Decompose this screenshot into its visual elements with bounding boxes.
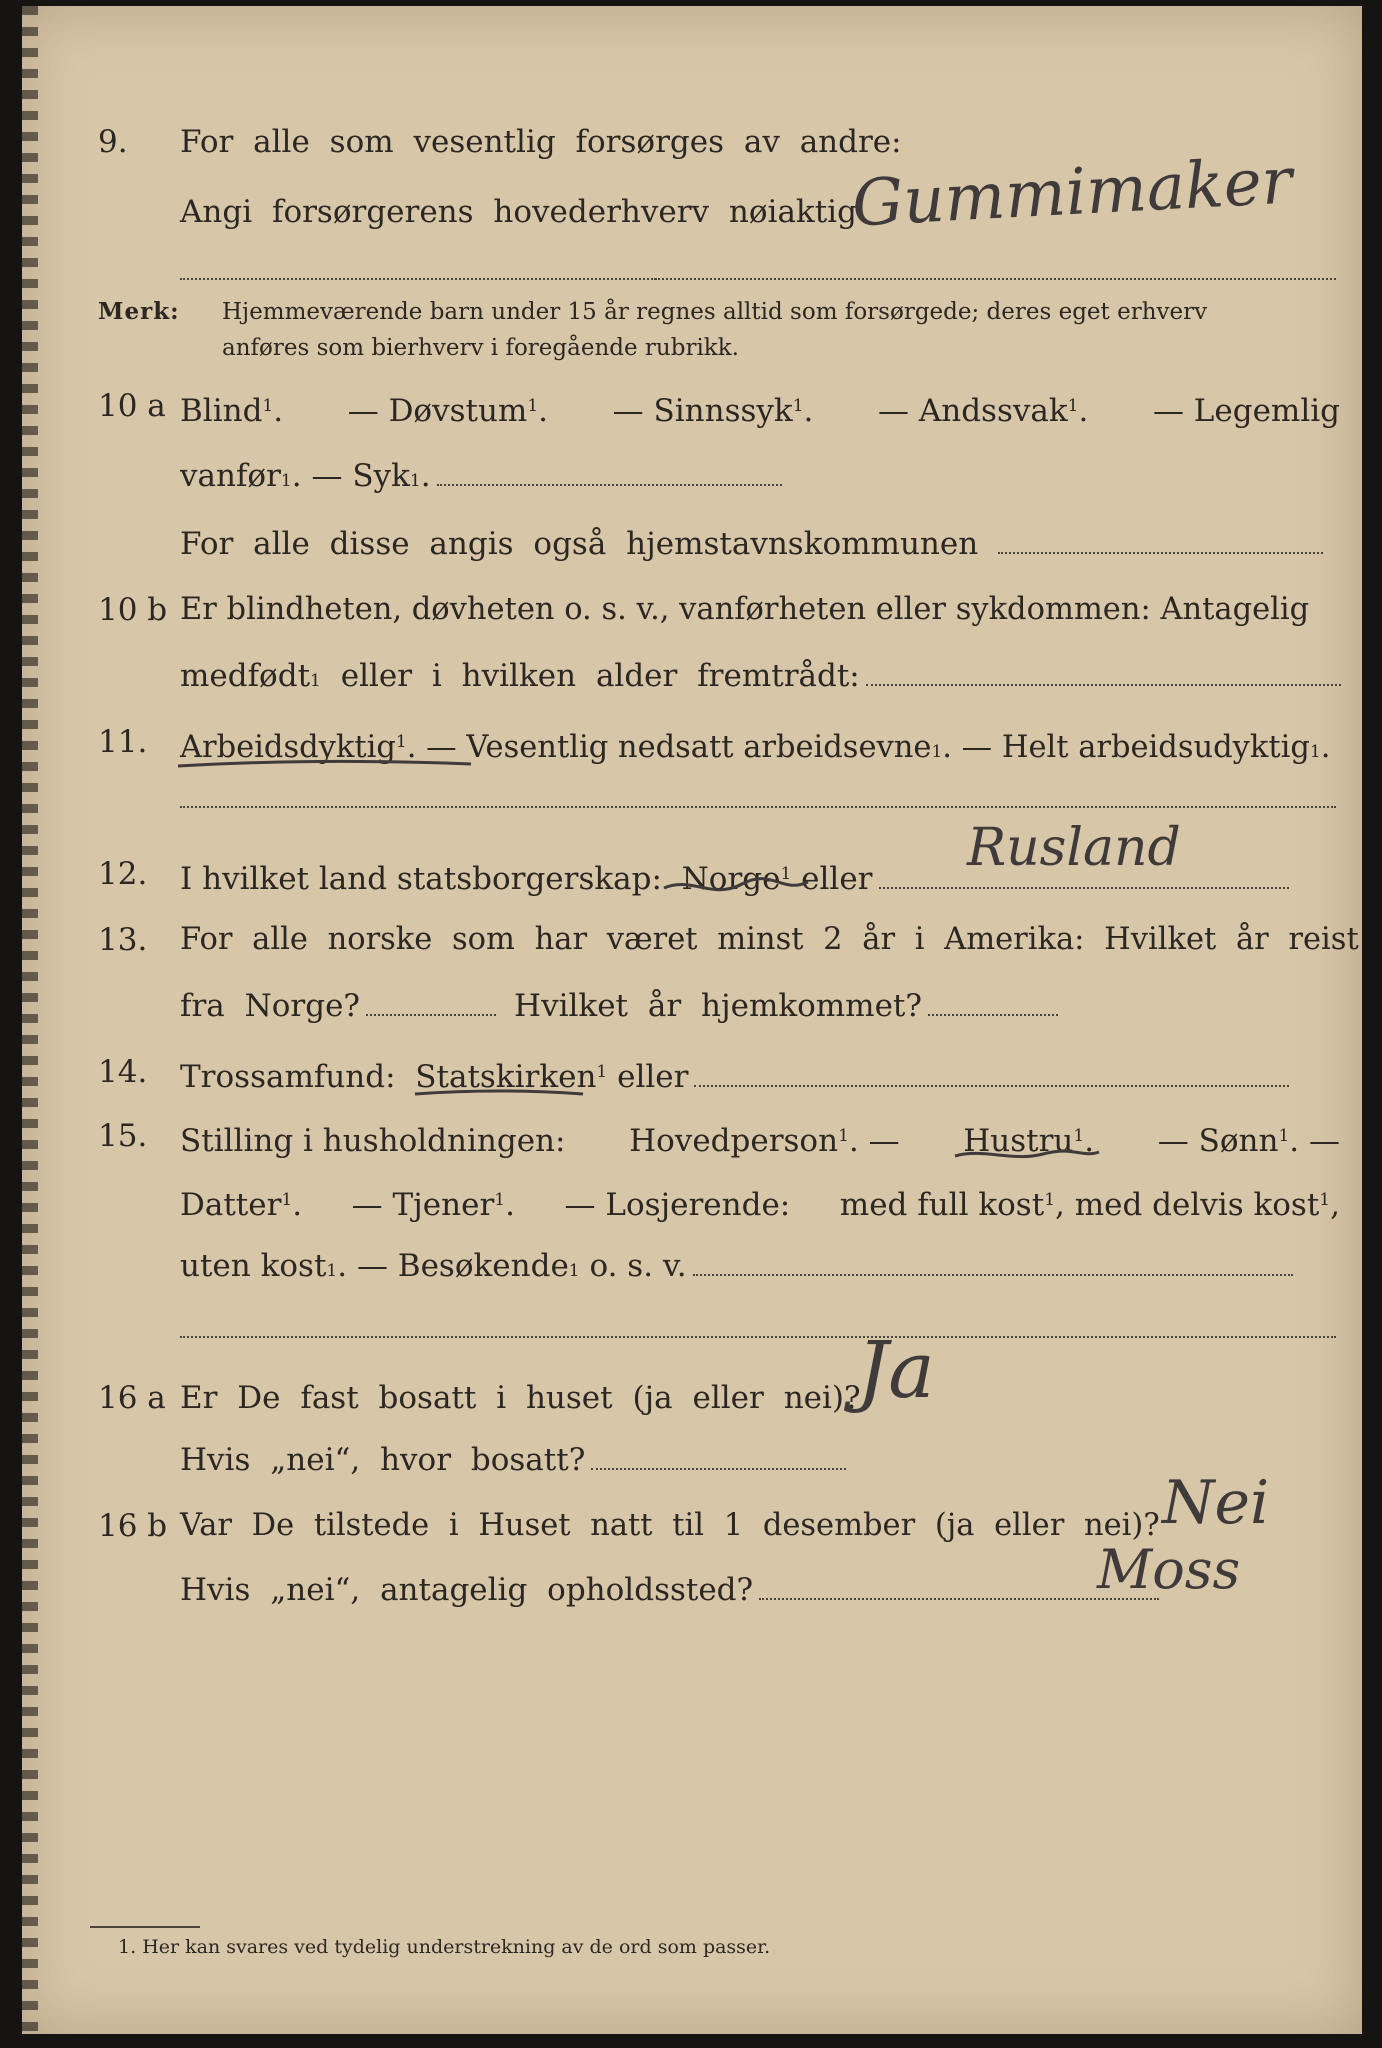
dotted-line [654,278,1336,280]
option-statskirken: Statskirken [415,1059,597,1095]
option-syk: — Syk [311,458,410,494]
question-text: Trossamfund: [180,1059,396,1095]
note-line1: Hjemmeværende barn under 15 år regnes alltid som forsørgede; deres eget erhverv [222,299,1208,325]
option-eller: eller [801,861,873,897]
option-dovstum: — Døvstum [347,393,528,429]
option-udyktig: — Helt arbeidsudyktig [961,730,1310,765]
question-number: 10 b [98,592,168,628]
question-text: Hvis „nei“, antagelig opholdssted? [180,1572,754,1608]
question-text: eller i hvilken alder fremtrådt: [340,658,860,694]
question-11: 11. Arbeidsdyktig$^1$. — Vesentlig nedsatt arbeidsevne 1 . — Helt arbeidsudyktig 1 . [22,712,1362,772]
option-andssvak: — Andssvak [878,393,1068,429]
dotted-line [928,1014,1058,1016]
question-number: 16 b [98,1508,168,1544]
option-hovedperson: Hovedperson [629,1123,839,1159]
question-number: 15. [98,1118,148,1154]
question-text: Er De fast bosatt i huset (ja eller nei)? [180,1380,861,1416]
option-uten-kost: uten kost [180,1248,327,1284]
question-text: Hvis „nei“, hvor bosatt? [180,1442,586,1478]
question-text: For alle som vesentlig forsørges av andre: [180,124,902,160]
dotted-line [693,1274,1293,1276]
question-text: o. s. v. [589,1248,687,1284]
dotted-line [437,484,782,486]
footnote-rule [90,1926,200,1928]
dotted-line [591,1468,846,1470]
option-tjener: — Tjener [351,1187,495,1223]
question-13-line1 [22,910,1362,970]
option-vanfor: vanfør [180,458,281,494]
handwritten-underline [176,756,476,772]
footnote [118,1936,770,1958]
handwritten-answer: Gummimaker [850,144,1294,242]
handwritten-answer: Ja [857,1326,935,1416]
question-number: 9. [98,124,128,160]
dotted-line [180,1336,1336,1338]
option-arbeidsdyktig: Arbeidsdyktig [180,730,396,765]
option-medfodt: medfødt [180,658,311,694]
option-eller: eller [617,1059,689,1095]
handwritten-answer: Rusland [967,818,1181,878]
handwritten-answer: Moss [1097,1538,1241,1601]
option-full-kost: med full kost [839,1187,1045,1223]
footnote-mark: 1. [118,1936,137,1958]
option-sinnssyk: — Sinnssyk [612,393,793,429]
footnote-text: Her kan svares ved tydelig understrekning av de ord som passer. [142,1936,771,1958]
dotted-line [180,806,1336,808]
question-number: 14. [98,1054,148,1090]
question-number: 11. [98,724,148,760]
question-text: Var De tilstede i Huset natt til 1 desember (ja eller nei)? [180,1508,1160,1543]
question-10b-line2: medfødt 1 eller i hvilken alder fremtrådt: [22,646,1362,706]
dotted-line [180,278,660,280]
handwritten-strike [662,874,812,902]
dotted-line [366,1014,496,1016]
option-besokende: — Besøkende [356,1248,569,1284]
option-sonn: Sønn [1198,1123,1279,1159]
dotted-line [694,1085,1289,1087]
question-text: Angi forsørgerens hovederhverv nøiaktig [180,194,857,230]
option-losjerende: — Losjerende: [564,1187,791,1223]
option-blind: Blind [180,393,263,429]
note-label: Merk: [98,298,180,325]
question-10a-line1: 10 a Blind$^1$. — Døvstum$^1$. — Sinnssyk$^1$. — Andssvak$^1$. — Legemlig [22,376,1362,436]
question-15-line3: uten kost 1 . — Besøkende 1 o. s. v. [22,1236,1362,1296]
question-16a-line1 [22,1368,1362,1428]
handwritten-answer: Nei [1162,1468,1270,1538]
question-16a-line2 [22,1430,1362,1490]
option-legemlig: — Legemlig [1152,393,1340,429]
question-text: Er blindheten, døvheten o. s. v., vanførheten eller sykdommen: Antagelig [180,592,1310,627]
census-form-page [22,6,1362,2034]
question-10b-line1 [22,580,1362,640]
question-number: 13. [98,922,148,958]
question-number: 12. [98,856,148,892]
question-text: Stilling i husholdningen: [180,1123,566,1159]
question-text: For alle norske som har været minst 2 år i Amerika: Hvilket år reist [180,922,1359,957]
question-13-line2 [22,976,1362,1036]
question-text: fra Norge? [180,988,361,1024]
question-text: I hvilket land statsborgerskap: [180,861,662,897]
question-text: Hvilket år hjemkommet? [514,988,923,1024]
question-10a-line2: vanfør 1 . — Syk 1 . [22,446,1362,506]
question-12: 12. I hvilket land statsborgerskap: Norge$^1$ eller [22,844,1362,904]
option-norge: Norge [681,861,781,897]
option-nedsatt: — Vesentlig nedsatt arbeidsevne [426,730,932,765]
option-datter: Datter [180,1187,282,1223]
question-15-line1: 15. Stilling i husholdningen: Hovedperson$^1$. — Hustru$^1$. — Sønn$^1$. — [22,1106,1362,1166]
question-15-line2: Datter$^1$. — Tjener$^1$. — Losjerende: med full kost$^1$, med delvis kost$^1$, [22,1170,1362,1230]
option-delvis-kost: , med delvis kost [1055,1187,1320,1223]
question-text: For alle disse angis også hjemstavnskommunen [180,526,979,562]
dotted-line [879,887,1289,889]
question-14: 14. Trossamfund: Statskirken$^1$ eller [22,1042,1362,1102]
question-number: 16 a [98,1380,166,1416]
handwritten-underline [413,1086,588,1100]
dotted-line [866,684,1341,686]
option-hustru: Hustru [963,1123,1074,1159]
note-line2: anføres som bierhverv i foregående rubrikk. [222,335,739,361]
question-number: 10 a [98,388,166,424]
question-10a-line3 [22,514,1362,574]
dotted-line [998,552,1323,554]
handwritten-underline [953,1146,1103,1166]
